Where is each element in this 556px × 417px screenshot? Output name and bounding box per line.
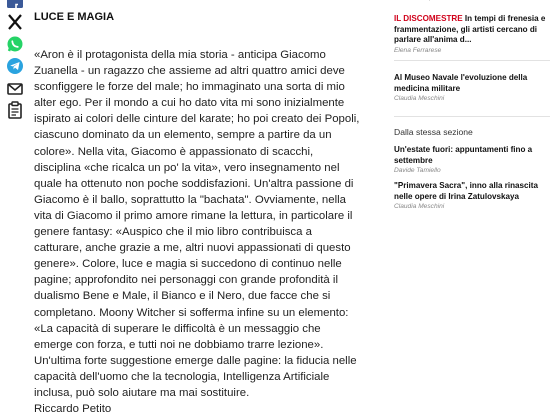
x-icon[interactable] — [6, 13, 24, 31]
section-title: Dalla stessa sezione — [394, 127, 473, 137]
article-signature: Riccardo Petito — [34, 403, 112, 416]
section-article-author: Claudia Meschini — [394, 203, 445, 210]
related-article-title-text: In tempi di frenesia e frammentazione, gli artisti cercano di parlare all'anima d... — [394, 14, 546, 44]
whatsapp-icon[interactable] — [6, 35, 24, 53]
related-article-author: Claudia Meschini — [394, 95, 445, 102]
section-article[interactable] — [394, 181, 550, 210]
section-article-title[interactable]: "Primavera Sacra", inno alla rinascita nelle opere di Irina Zatulovskaya — [394, 181, 538, 201]
section-article-author: Davide Tamiello — [394, 167, 441, 174]
related-article[interactable] — [394, 73, 550, 102]
sidebar-divider — [394, 116, 550, 117]
section-heading: LUCE E MAGIA — [34, 11, 115, 23]
sidebar-clipped-author — [394, 0, 444, 1]
related-article[interactable] — [394, 14, 550, 54]
section-article[interactable] — [394, 145, 550, 174]
article-body — [34, 47, 360, 417]
related-article-author: Elena Ferrarese — [394, 46, 442, 54]
sidebar-divider — [394, 60, 550, 61]
article-paragraph: Un'ultima forte suggestione emerge dalle pagine: la fiducia nelle capacità dell'uomo che la tecnologia, Intelligenza Artificiale inclusa, può solo aiutare ma mai sostituire. — [34, 354, 357, 399]
copy-icon[interactable] — [6, 101, 24, 119]
related-article-title[interactable]: Al Museo Navale l'evoluzione della medicina militare — [394, 73, 528, 93]
related-article-tag: IL DISCOMESTRE — [394, 14, 463, 23]
telegram-icon[interactable] — [6, 57, 24, 75]
article-paragraph: «Aron è il protagonista della mia storia - anticipa Giacomo Zuanella - un ragazzo che assieme ad altri quattro amici deve sconfiggere le forze del male; ho immaginato una sorta di mio alter ego. Per il mondo a cui ho dato vita mi sono inizialmente ispirato ai colori delle cinture del karate; ho poi creato dei Popoli, ciascuno dominato da un elemento, sempre a partire da un colore». Nella vita, Giacomo è appassionato di scacchi, disciplina «che ricalca un po' la vita», vero insegnamento nel quale ha ottenuto non poche soddisfazioni. Un'altra passione di Giacomo è il ballo, soprattutto la "bachata". Ovviamente, nella vita di Giacomo il primo amore rimane la lettura, in particolare il genere fantasy: «Auspico che il mio libro contribuisca a catturare, anche grazie a me, altri nuovi appassionati di questo genere». Colore, luce e magia si succedono di continuo nelle pagine; approfondito nei personaggi con grande profondità il dualismo Bene e Male, il Bianco e il Nero, due facce che si completano. Moony Witcher si sofferma infine su un elemento: «La capacità di superare le difficoltà è un messaggio che emerge con forza, e tutti noi ne dobbiamo trarre lezione». — [34, 49, 360, 351]
mail-icon[interactable] — [6, 80, 24, 98]
related-article-title[interactable] — [394, 14, 550, 46]
section-article-title[interactable]: Un'estate fuori: appuntamenti fino a settembre — [394, 145, 533, 165]
